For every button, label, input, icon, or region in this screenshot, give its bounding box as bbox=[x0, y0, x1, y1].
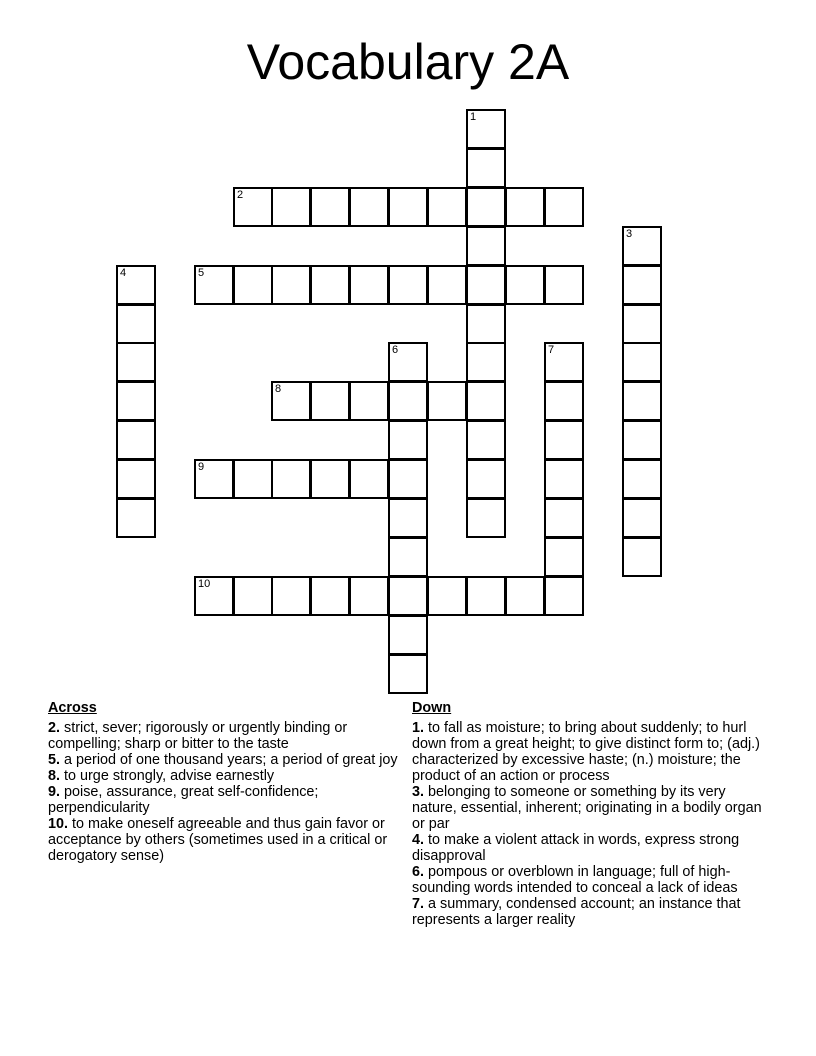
grid-cell[interactable] bbox=[427, 381, 467, 421]
grid-cell[interactable] bbox=[194, 265, 234, 305]
grid-cell[interactable] bbox=[116, 265, 156, 305]
cell-number: 10 bbox=[198, 578, 211, 590]
grid-cell[interactable] bbox=[466, 109, 506, 149]
grid-cell[interactable] bbox=[388, 654, 428, 694]
clue-text: to fall as moisture; to bring about suddenly; to hurl down from a great height; to give distinct form to; (adj.) characterized by excessive haste; (n.) moisture; the product of an action or process bbox=[412, 720, 760, 784]
grid-cell[interactable] bbox=[116, 342, 156, 382]
grid-cell[interactable] bbox=[116, 420, 156, 460]
grid-cell[interactable] bbox=[388, 498, 428, 538]
grid-cell[interactable] bbox=[388, 342, 428, 382]
grid-cell[interactable] bbox=[349, 576, 389, 616]
grid-cell[interactable] bbox=[388, 381, 428, 421]
grid-cell[interactable] bbox=[466, 265, 506, 305]
clue-across-2 bbox=[48, 720, 398, 752]
grid-cell[interactable] bbox=[427, 187, 467, 227]
grid-cell[interactable] bbox=[388, 265, 428, 305]
grid-cell[interactable] bbox=[310, 459, 350, 499]
across-clues bbox=[48, 700, 398, 864]
grid-cell[interactable] bbox=[310, 381, 350, 421]
grid-cell[interactable] bbox=[427, 576, 467, 616]
grid-cell[interactable] bbox=[466, 304, 506, 344]
grid-cell[interactable] bbox=[388, 459, 428, 499]
cell-number: 1 bbox=[470, 111, 477, 123]
grid-cell[interactable] bbox=[233, 459, 273, 499]
grid-cell[interactable] bbox=[466, 342, 506, 382]
grid-cell[interactable] bbox=[310, 265, 350, 305]
grid-cell[interactable] bbox=[349, 381, 389, 421]
clue-down-4 bbox=[412, 832, 772, 864]
grid-cell[interactable] bbox=[622, 265, 662, 305]
grid-cell[interactable] bbox=[271, 576, 311, 616]
clue-down-3 bbox=[412, 784, 772, 832]
grid-cell[interactable] bbox=[544, 381, 584, 421]
grid-cell[interactable] bbox=[349, 187, 389, 227]
grid-cell[interactable] bbox=[271, 381, 311, 421]
cell-number: 6 bbox=[392, 344, 399, 356]
grid-cell[interactable] bbox=[466, 148, 506, 188]
page-title: Vocabulary 2A bbox=[246, 34, 570, 90]
grid-cell[interactable] bbox=[622, 420, 662, 460]
clue-down-7 bbox=[412, 896, 772, 928]
grid-cell[interactable] bbox=[622, 459, 662, 499]
clue-text: a summary, condensed account; an instance that represents a larger reality bbox=[412, 896, 741, 928]
cell-number: 8 bbox=[275, 383, 282, 395]
grid-cell[interactable] bbox=[544, 537, 584, 577]
clue-number: 9. bbox=[48, 784, 61, 800]
grid-cell[interactable] bbox=[544, 576, 584, 616]
down-heading: Down bbox=[412, 700, 452, 716]
grid-cell[interactable] bbox=[466, 576, 506, 616]
grid-cell[interactable] bbox=[194, 459, 234, 499]
clue-number: 10. bbox=[48, 816, 69, 832]
cell-number: 9 bbox=[198, 461, 205, 473]
grid-cell[interactable] bbox=[388, 615, 428, 655]
grid-cell[interactable] bbox=[116, 459, 156, 499]
grid-cell[interactable] bbox=[622, 342, 662, 382]
grid-cell[interactable] bbox=[116, 498, 156, 538]
grid-cell[interactable] bbox=[544, 187, 584, 227]
grid-cell[interactable] bbox=[466, 187, 506, 227]
down-clue-list bbox=[412, 720, 772, 928]
grid-cell[interactable] bbox=[622, 537, 662, 577]
grid-cell[interactable] bbox=[271, 265, 311, 305]
clue-down-1 bbox=[412, 720, 772, 784]
clue-text: a period of one thousand years; a period of great joy bbox=[60, 752, 398, 768]
clue-across-8 bbox=[48, 768, 398, 784]
clue-text: poise, assurance, great self-confidence; perpendicularity bbox=[48, 784, 319, 816]
grid-cell[interactable] bbox=[388, 420, 428, 460]
clue-number: 8. bbox=[48, 768, 61, 784]
grid-cell[interactable] bbox=[622, 304, 662, 344]
clue-text: to urge strongly, advise earnestly bbox=[60, 768, 275, 784]
clue-number: 7. bbox=[412, 896, 425, 912]
grid-cell[interactable] bbox=[466, 420, 506, 460]
clue-text: to make a violent attack in words, express strong disapproval bbox=[412, 832, 740, 864]
grid-cell[interactable] bbox=[194, 576, 234, 616]
grid-cell[interactable] bbox=[466, 381, 506, 421]
grid-cell[interactable] bbox=[310, 576, 350, 616]
grid-cell[interactable] bbox=[544, 342, 584, 382]
grid-cell[interactable] bbox=[388, 537, 428, 577]
grid-cell[interactable] bbox=[116, 381, 156, 421]
clue-text: strict, sever; rigorously or urgently binding or compelling; sharp or bitter to the taste bbox=[48, 720, 348, 752]
grid-cell[interactable] bbox=[505, 187, 545, 227]
grid-cell[interactable] bbox=[544, 459, 584, 499]
across-heading: Across bbox=[48, 700, 97, 716]
grid-cell[interactable] bbox=[505, 265, 545, 305]
grid-cell[interactable] bbox=[544, 420, 584, 460]
clue-text: to make oneself agreeable and thus gain favor or acceptance by others (sometimes used in a critical or derogatory sense) bbox=[48, 816, 388, 864]
clue-number: 2. bbox=[48, 720, 61, 736]
cell-number: 7 bbox=[548, 344, 555, 356]
grid-cell[interactable] bbox=[349, 459, 389, 499]
grid-cell[interactable] bbox=[466, 498, 506, 538]
clue-number: 3. bbox=[412, 784, 425, 800]
grid-cell[interactable] bbox=[233, 576, 273, 616]
clue-text: belonging to someone or something by its very nature, essential, inherent; originating in a bodily organ or par bbox=[412, 784, 762, 832]
grid-cell[interactable] bbox=[233, 265, 273, 305]
clue-number: 6. bbox=[412, 864, 425, 880]
grid-cell[interactable] bbox=[544, 265, 584, 305]
grid-cell[interactable] bbox=[466, 226, 506, 266]
grid-cell[interactable] bbox=[233, 187, 273, 227]
grid-cell[interactable] bbox=[310, 187, 350, 227]
across-clue-list bbox=[48, 720, 398, 864]
grid-cell[interactable] bbox=[427, 265, 467, 305]
grid-cell[interactable] bbox=[466, 459, 506, 499]
grid-cell[interactable] bbox=[388, 187, 428, 227]
grid-cell[interactable] bbox=[349, 265, 389, 305]
grid-cell[interactable] bbox=[622, 381, 662, 421]
grid-cell[interactable] bbox=[622, 498, 662, 538]
grid-cell[interactable] bbox=[622, 226, 662, 266]
down-clues bbox=[412, 700, 772, 928]
clue-across-10 bbox=[48, 816, 398, 864]
cell-number: 2 bbox=[237, 189, 244, 201]
clue-down-6 bbox=[412, 864, 772, 896]
clue-across-9 bbox=[48, 784, 398, 816]
clue-text: pompous or overblown in language; full of high-sounding words intended to conceal a lack of ideas bbox=[412, 864, 738, 896]
clue-number: 1. bbox=[412, 720, 425, 736]
grid-cell[interactable] bbox=[505, 576, 545, 616]
grid-cell[interactable] bbox=[271, 187, 311, 227]
grid-cell[interactable] bbox=[116, 304, 156, 344]
clue-across-5 bbox=[48, 752, 398, 768]
grid-cell[interactable] bbox=[271, 459, 311, 499]
clue-number: 4. bbox=[412, 832, 425, 848]
cell-number: 4 bbox=[120, 267, 127, 279]
grid-cell[interactable] bbox=[388, 576, 428, 616]
grid-cell[interactable] bbox=[544, 498, 584, 538]
clue-number: 5. bbox=[48, 752, 61, 768]
cell-number: 3 bbox=[626, 228, 633, 240]
cell-number: 5 bbox=[198, 267, 205, 279]
